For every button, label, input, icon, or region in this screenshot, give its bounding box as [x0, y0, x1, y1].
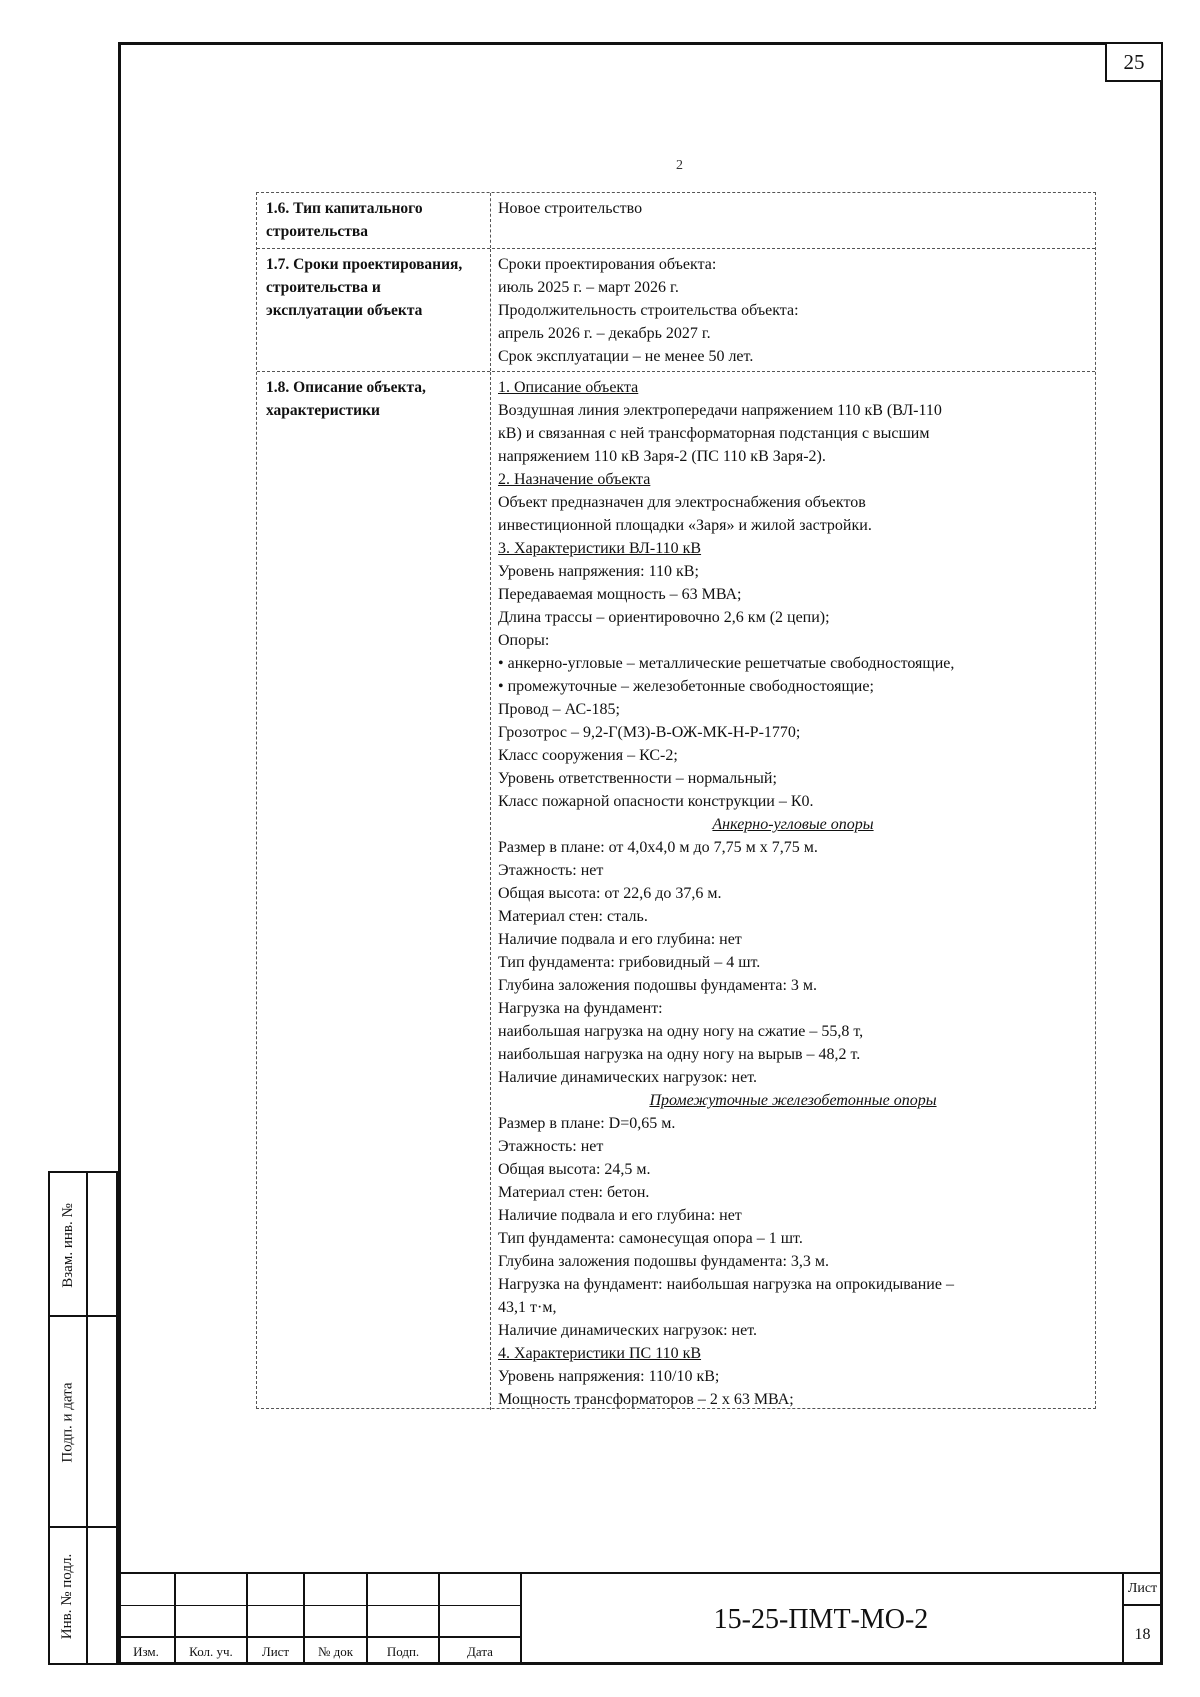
col-izm: Изм. [133, 1644, 159, 1659]
row-label: 1.7. Сроки проектирования, строительства и эксплуатации объекта [266, 256, 463, 319]
table-row [257, 249, 1095, 372]
col-kol-uch: Кол. уч. [189, 1644, 233, 1659]
podp-label: Подп. и дата [59, 1382, 76, 1463]
table-row [257, 193, 1095, 249]
col-data: Дата [467, 1644, 493, 1659]
list-label: Лист [1127, 1581, 1158, 1596]
row-content: Новое строительство [498, 200, 643, 217]
col-list: Лист [261, 1644, 290, 1659]
document-code: 15-25-ПМТ-МО-2 [713, 1603, 929, 1635]
side-stamp [48, 1171, 118, 1665]
row-label: 1.8. Описание объекта, характеристики [266, 379, 426, 419]
table-row [257, 372, 1095, 1410]
sheet-number: 25 [1105, 42, 1163, 82]
inner-page-number: 2 [676, 158, 683, 173]
col-nom-dok: № док [317, 1644, 354, 1659]
row-content: Сроки проектирования объекта: июль 2025 г. – март 2026 г. Продолжительность строительства объекта: апрель 2026 г. – декабрь 2027 г. Срок эксплуатации – не менее 50 лет. [498, 256, 799, 365]
row-label: 1.6. Тип капитального строительства [266, 200, 423, 240]
characteristics-table [256, 192, 1096, 1409]
title-block [118, 1572, 1163, 1665]
list-number: 18 [1134, 1625, 1151, 1643]
col-podp: Подп. [386, 1644, 420, 1659]
row-content: 1. Описание объекта Воздушная линия электропередачи напряжением 110 кВ (ВЛ-110 кВ) и связанная с ней трансформаторная подстанция с высшим напряжением 110 кВ Заря-2 (ПС 110 кВ Заря-2). 2. Назначение объекта Объект предназначен для электроснабжения объектов инвестиционной площадки «Заря» и жилой застройки. 3. Характеристики ВЛ-110 кВ Уровень напряжения: 110 кВ; Передаваемая мощность – 63 МВА; Длина трассы – ориентировочно 2,6 км (2 цепи); Опоры: • анкерно-угловые – металлические решетчатые свободностоящие, • промежуточные – железобетонные свободностоящие; Провод – АС-185; Грозотрос – 9,2-Г(МЗ)-В-ОЖ-МК-Н-Р-1770; Класс сооружения – КС-2; Уровень ответственности – нормальный; Класс пожарной опасности конструкции – К0. Анкерно-угловые опоры Размер в плане: от 4,0х4,0 м до 7,75 м х 7,75 м. Этажность: нет Общая высота: от 22,6 до 37,6 м. Материал стен: сталь. Наличие подвала и его глубина: нет Тип фундамента: грибовидный – 4 шт. Глубина заложения подошвы фундамента: 3 м. Нагрузка на фундамент: наибольшая нагрузка на одну ногу на сжатие – 55,8 т, наибольшая нагрузка на одну ногу на вырыв – 48,2 т. Наличие динамических нагрузок: нет. Промежуточные железобетонные опоры Размер в плане: D=0,65 м. Этажность: нет Общая высота: 24,5 м. Материал стен: бетон. Наличие подвала и его глубина: нет Тип фундамента: самонесущая опора – 1 шт. Глубина заложения подошвы фундамента: 3,3 м. Нагрузка на фундамент: наибольшая нагрузка на опрокидывание – 43,1 т·м, Наличие динамических нагрузок: нет. 4. Характеристики ПС 110 кВ Уровень напряжения: 110/10 кВ; Мощность трансформаторов – 2 х 63 МВА; [498, 379, 955, 1408]
inv-label: Инв. № подл. [59, 1553, 76, 1640]
vzam-label: Взам. инв. № [59, 1202, 76, 1288]
